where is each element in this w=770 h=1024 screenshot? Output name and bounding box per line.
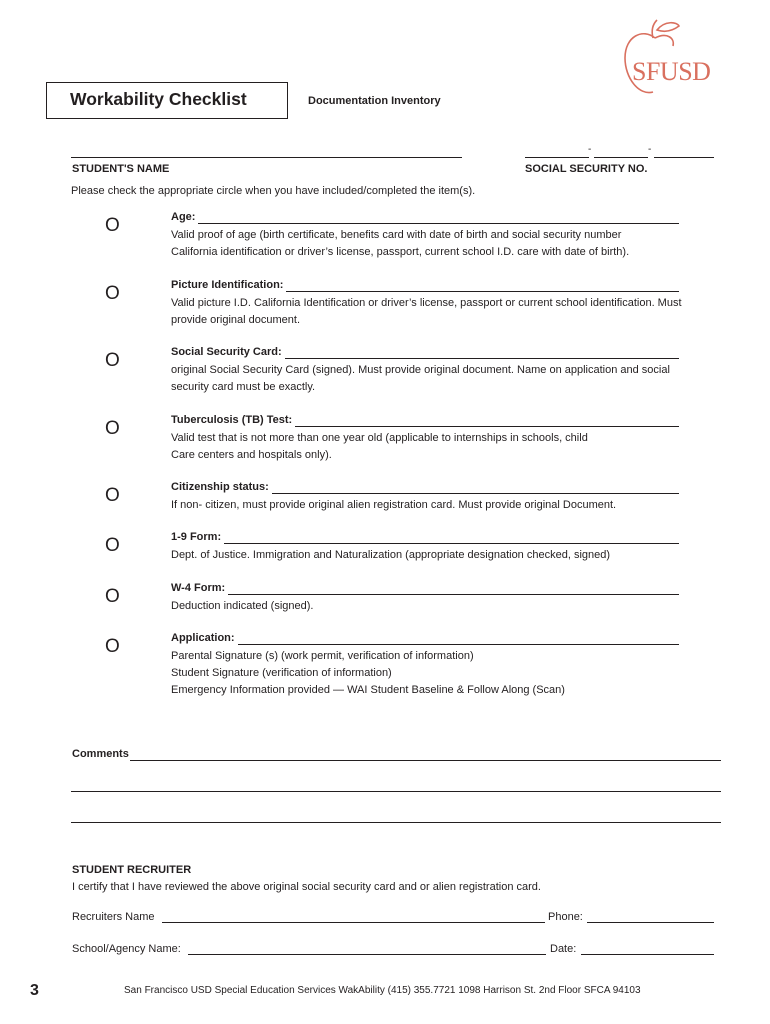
recruiter-name-line[interactable]: [162, 922, 545, 923]
item-label: Application:: [171, 632, 235, 644]
comments-line-2[interactable]: [71, 791, 721, 792]
page-subtitle: Documentation Inventory: [308, 95, 441, 107]
school-agency-label: School/Agency Name:: [72, 943, 181, 955]
sfusd-logo: [615, 16, 730, 98]
checklist-item: [171, 414, 691, 464]
item-entry-line[interactable]: [285, 358, 679, 359]
comments-line-3[interactable]: [71, 822, 721, 823]
instructions: Please check the appropriate circle when you have included/completed the item(s).: [71, 185, 476, 197]
item-description: original Social Security Card (signed). Must provide original document. Name on application and social: [171, 364, 670, 376]
item-label: Tuberculosis (TB) Test:: [171, 414, 293, 426]
ssn-line-2[interactable]: [594, 157, 648, 158]
item-entry-line[interactable]: [224, 543, 679, 544]
date-label: Date:: [550, 943, 577, 955]
item-label: Citizenship status:: [171, 481, 269, 493]
item-label: Social Security Card:: [171, 346, 282, 358]
item-description: Student Signature (verification of information): [171, 667, 392, 679]
student-name-line[interactable]: [71, 157, 462, 158]
item-description: Dept. of Justice. Immigration and Naturalization (appropriate designation checked, signed): [171, 549, 611, 561]
checklist-item: [171, 211, 691, 261]
phone-label: Phone:: [548, 911, 583, 923]
item-checkbox[interactable]: O: [105, 215, 120, 236]
item-entry-line[interactable]: [228, 594, 679, 595]
ssn-separator-2: -: [648, 144, 652, 155]
item-description: California identification or driver’s license, passport, current school I.D. care with date of birth).: [171, 246, 630, 258]
item-description: Care centers and hospitals only).: [171, 449, 332, 461]
item-description: Emergency Information provided — WAI Student Baseline & Follow Along (Scan): [171, 684, 565, 696]
item-checkbox[interactable]: O: [105, 636, 120, 657]
logo-text: SFUSD: [632, 57, 711, 86]
item-label: Age:: [171, 211, 196, 223]
item-description: security card must be exactly.: [171, 381, 316, 393]
item-entry-line[interactable]: [295, 426, 679, 427]
item-checkbox[interactable]: O: [105, 418, 120, 439]
recruiter-name-label: Recruiters Name: [72, 911, 155, 923]
item-label: 1-9 Form:: [171, 531, 222, 543]
phone-line[interactable]: [587, 922, 714, 923]
ssn-line-3[interactable]: [654, 157, 714, 158]
comments-line-1[interactable]: [130, 760, 721, 761]
item-description: Parental Signature (s) (work permit, verification of information): [171, 650, 474, 662]
recruiter-heading: STUDENT RECRUITER: [72, 864, 192, 876]
item-label: Picture Identification:: [171, 279, 284, 291]
item-checkbox[interactable]: O: [105, 535, 120, 556]
comments-label: Comments: [72, 748, 129, 760]
item-checkbox[interactable]: O: [105, 485, 120, 506]
checklist-item: [171, 481, 691, 514]
item-description: provide original document.: [171, 314, 301, 326]
item-description: Valid test that is not more than one year old (applicable to internships in schools, child: [171, 432, 588, 444]
item-entry-line[interactable]: [198, 223, 679, 224]
item-label: W-4 Form:: [171, 582, 226, 594]
item-checkbox[interactable]: O: [105, 283, 120, 304]
item-entry-line[interactable]: [286, 291, 679, 292]
checklist-item: [171, 531, 691, 564]
item-entry-line[interactable]: [272, 493, 679, 494]
page-title: Workability Checklist: [70, 89, 247, 109]
checklist-item: [171, 632, 691, 699]
footer-text: San Francisco USD Special Education Services WakAbility (415) 355.7721 1098 Harrison St. 2nd Floor SFCA 94103: [124, 985, 641, 996]
ssn-label: SOCIAL SECURITY NO.: [525, 163, 648, 175]
page-number: 3: [30, 982, 39, 999]
ssn-line-1[interactable]: [525, 157, 589, 158]
school-agency-line[interactable]: [188, 954, 546, 955]
item-entry-line[interactable]: [238, 644, 679, 645]
item-description: Valid proof of age (birth certificate, benefits card with date of birth and social security number: [171, 229, 622, 241]
checklist-item: [171, 346, 691, 396]
checklist-item: [171, 582, 691, 615]
item-checkbox[interactable]: O: [105, 586, 120, 607]
item-description: Valid picture I.D. California Identification or driver’s license, passport or current school identification. Must: [171, 297, 682, 309]
ssn-separator-1: -: [588, 144, 592, 155]
item-checkbox[interactable]: O: [105, 350, 120, 371]
date-line[interactable]: [581, 954, 714, 955]
checklist-item: [171, 279, 691, 329]
item-description: If non- citizen, must provide original alien registration card. Must provide original Document.: [171, 499, 617, 511]
recruiter-certify: I certify that I have reviewed the above original social security card and or alien registration card.: [72, 881, 541, 893]
student-name-label: STUDENT'S NAME: [72, 163, 170, 175]
item-description: Deduction indicated (signed).: [171, 600, 314, 612]
